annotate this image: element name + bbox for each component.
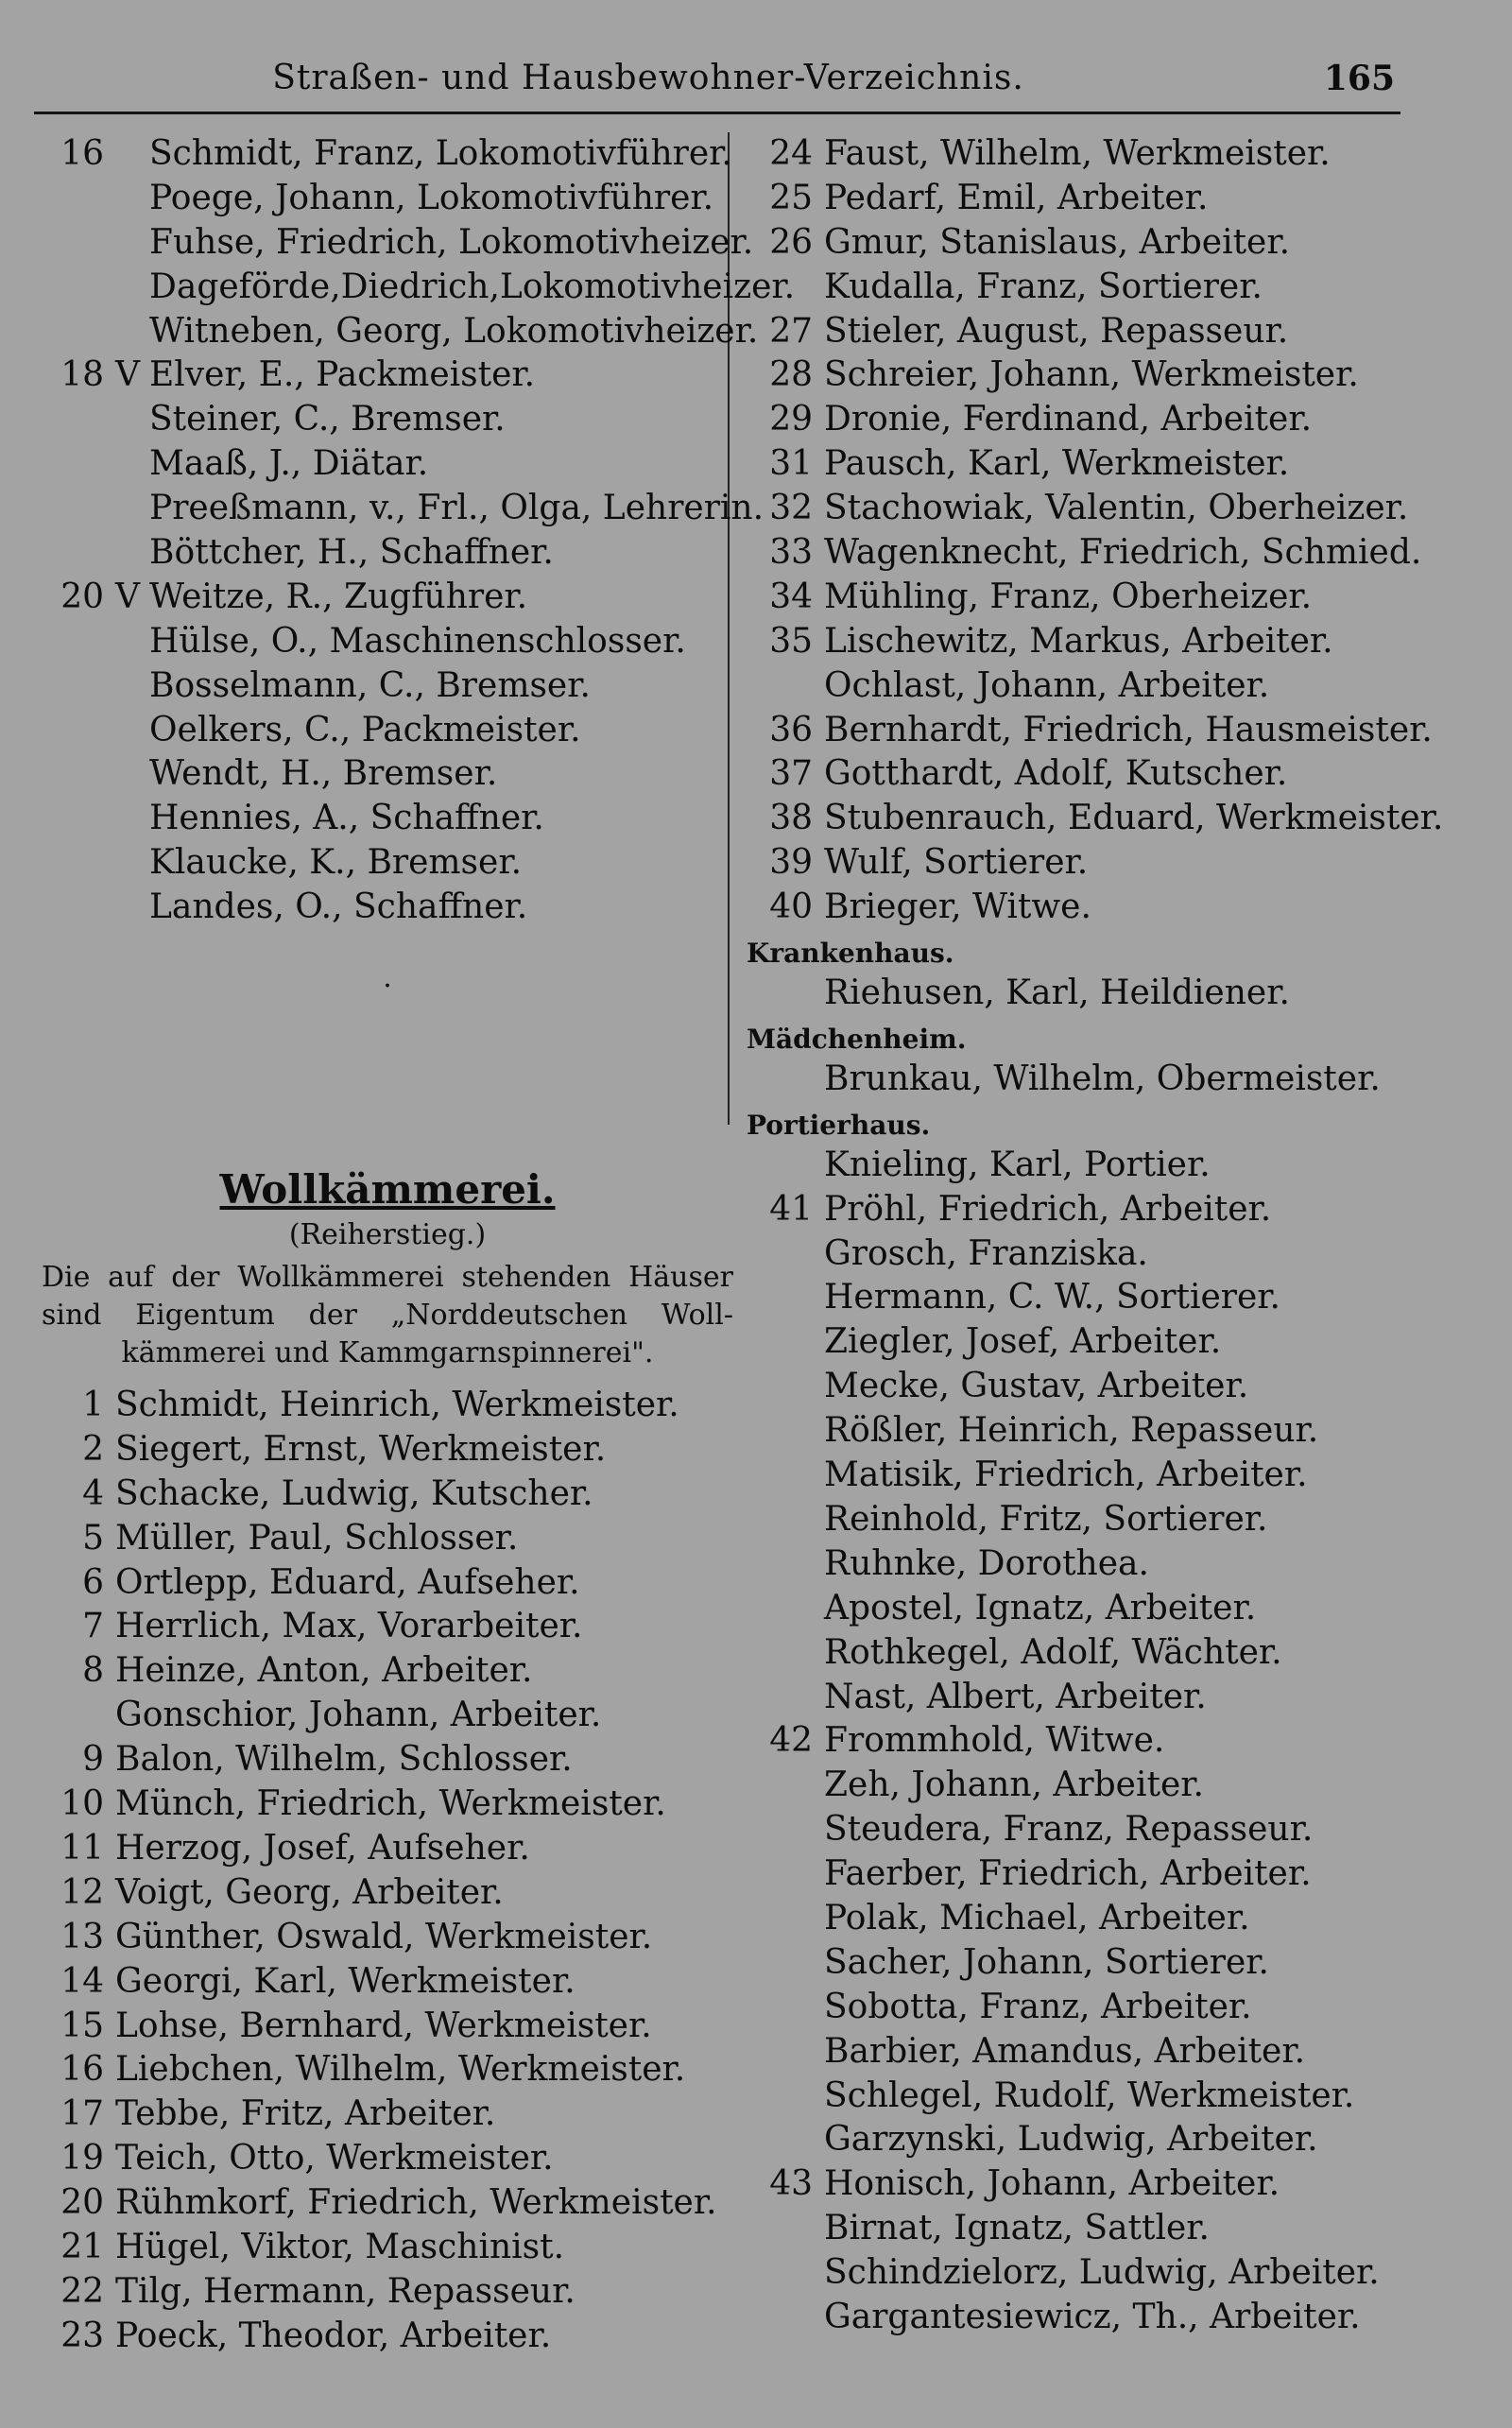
- resident-entry: Herrlich, Max, Vorarbeiter.: [115, 1607, 583, 1646]
- resident-entry: Weitze, R., Zugführer.: [149, 577, 528, 616]
- list-item: [38, 664, 737, 709]
- list-item: [38, 2048, 737, 2092]
- list-item: [747, 1631, 1484, 1676]
- resident-entry: Fuhse, Friedrich, Lokomotivheizer.: [149, 222, 754, 262]
- list-item: [747, 664, 1484, 709]
- resident-entry: Gmur, Stanislaus, Arbeiter.: [824, 222, 1291, 262]
- resident-entry: Mecke, Gustav, Arbeiter.: [824, 1367, 1249, 1406]
- resident-entry: Bernhardt, Friedrich, Hausmeister.: [824, 710, 1433, 749]
- list-item: [38, 1561, 737, 1606]
- house-number: 19: [60, 2139, 104, 2178]
- resident-entry: Günther, Oswald, Werkmeister.: [115, 1917, 653, 1956]
- list-item: [38, 886, 737, 930]
- house-number: 2: [82, 1429, 104, 1469]
- list-item: [747, 2075, 1484, 2119]
- resident-entry: Schreier, Johann, Werkmeister.: [824, 355, 1359, 395]
- resident-entry: Grosch, Franziska.: [824, 1233, 1148, 1273]
- list-item: [747, 1365, 1484, 1409]
- resident-entry: Frommhold, Witwe.: [824, 1721, 1165, 1761]
- right-column: [747, 132, 1484, 2340]
- resident-entry: Witneben, Georg, Lokomotivheizer.: [149, 311, 759, 351]
- right-entries-b: [747, 1188, 1484, 2340]
- resident-entry: Schmidt, Heinrich, Werkmeister.: [115, 1386, 679, 1425]
- house-number: 23: [60, 2316, 104, 2355]
- header-rule: [34, 112, 1400, 114]
- resident-entry: Polak, Michael, Arbeiter.: [824, 1898, 1250, 1937]
- house-number: 8: [82, 1651, 104, 1691]
- house-number: 37: [769, 754, 813, 794]
- resident-entry: Faust, Wilhelm, Werkmeister.: [824, 134, 1331, 173]
- list-item: [747, 709, 1484, 753]
- portierhaus-heading: Portierhaus.: [747, 1109, 931, 1141]
- list-item: [38, 1428, 737, 1472]
- resident-entry: Böttcher, H., Schaffner.: [149, 533, 554, 573]
- house-number: 18: [60, 355, 104, 395]
- house-number: 4: [82, 1473, 104, 1513]
- list-item: [747, 487, 1484, 531]
- resident-entry: Birnat, Ignatz, Sattler.: [824, 2209, 1210, 2248]
- list-item: [38, 1605, 737, 1649]
- list-item: [747, 1852, 1484, 1897]
- resident-entry: Sobotta, Franz, Arbeiter.: [824, 1987, 1252, 2026]
- left-section-entries: [38, 1384, 737, 2359]
- krankenhaus-entry: Riehusen, Karl, Heildiener.: [824, 973, 1290, 1013]
- list-item: [747, 752, 1484, 797]
- list-item: [747, 1454, 1484, 1498]
- resident-entry: Pausch, Karl, Werkmeister.: [824, 444, 1290, 484]
- list-item: [747, 1897, 1484, 1941]
- house-number: 6: [82, 1562, 104, 1602]
- house-number: 14: [60, 1961, 104, 2001]
- house-number: 1: [82, 1386, 104, 1425]
- resident-entry: Maaß, J., Diätar.: [149, 444, 429, 484]
- list-item: [38, 1649, 737, 1694]
- resident-entry: Gotthardt, Adolf, Kutscher.: [824, 754, 1288, 794]
- resident-entry: Gargantesiewicz, Th., Arbeiter.: [824, 2297, 1361, 2336]
- list-item: [747, 2118, 1484, 2162]
- resident-entry: Liebchen, Wilhelm, Werkmeister.: [115, 2050, 686, 2090]
- house-number: 25: [769, 178, 813, 217]
- house-number: 10: [60, 1784, 104, 1824]
- list-item: [38, 2005, 737, 2049]
- list-item: [747, 1986, 1484, 2030]
- list-item: [747, 1232, 1484, 1277]
- list-item: [747, 266, 1484, 310]
- v-marker: V: [115, 355, 140, 395]
- resident-entry: Oelkers, C., Packmeister.: [149, 710, 581, 749]
- house-number: 7: [82, 1607, 104, 1646]
- resident-entry: Ziegler, Josef, Arbeiter.: [824, 1322, 1222, 1362]
- resident-entry: Hülse, O., Maschinenschlosser.: [149, 621, 686, 661]
- page-header: [34, 59, 1395, 112]
- list-item: [747, 531, 1484, 576]
- house-number: 21: [60, 2227, 104, 2266]
- list-item: [38, 1916, 737, 1960]
- portierhaus-entry: Knieling, Karl, Portier.: [824, 1145, 1211, 1184]
- house-number: 17: [60, 2094, 104, 2134]
- resident-entry: Kudalla, Franz, Sortierer.: [824, 267, 1263, 306]
- house-number: 42: [769, 1721, 813, 1761]
- house-number: 36: [769, 710, 813, 749]
- list-item: [747, 398, 1484, 442]
- house-number: 39: [769, 843, 813, 883]
- list-item: [747, 2162, 1484, 2207]
- list-item: [747, 841, 1484, 886]
- list-item: [747, 132, 1484, 177]
- house-number: 32: [769, 489, 813, 528]
- krankenhaus-heading: Krankenhaus.: [747, 938, 954, 970]
- house-number: 22: [60, 2271, 104, 2311]
- resident-entry: Garzynski, Ludwig, Arbeiter.: [824, 2120, 1318, 2160]
- resident-entry: Tilg, Hermann, Repasseur.: [115, 2271, 576, 2311]
- resident-entry: Heinze, Anton, Arbeiter.: [115, 1651, 533, 1691]
- house-number: 35: [769, 621, 813, 661]
- list-item: [38, 1871, 737, 1916]
- resident-entry: Lohse, Bernhard, Werkmeister.: [115, 2006, 652, 2045]
- list-item: [38, 1960, 737, 2005]
- list-item: [38, 752, 737, 797]
- resident-entry: Brieger, Witwe.: [824, 887, 1091, 927]
- resident-entry: Barbier, Amandus, Arbeiter.: [824, 2031, 1306, 2071]
- list-item: [747, 1320, 1484, 1365]
- resident-entry: Münch, Friedrich, Werkmeister.: [115, 1784, 666, 1824]
- house-number: 20: [60, 2183, 104, 2223]
- section-subtitle: (Reiherstieg.): [288, 1218, 487, 1252]
- resident-entry: Nast, Albert, Arbeiter.: [824, 1677, 1207, 1716]
- resident-entry: Stubenrauch, Eduard, Werkmeister.: [824, 799, 1444, 838]
- section-note: Die auf der Wollkämmerei stehenden Häuser sind Eigentum der „Norddeutschen Woll- kämmerei und Kammgarnspinnerei".: [42, 1261, 733, 1370]
- resident-entry: Sacher, Johann, Sortierer.: [824, 1942, 1269, 1982]
- list-item: [38, 2137, 737, 2181]
- house-number: 34: [769, 577, 813, 616]
- house-number: 20: [60, 577, 104, 616]
- resident-entry: Wagenknecht, Friedrich, Schmied.: [824, 533, 1422, 573]
- list-item: [38, 620, 737, 664]
- v-marker: V: [115, 577, 140, 616]
- list-item: [38, 1472, 737, 1517]
- resident-entry: Ortlepp, Eduard, Aufseher.: [115, 1562, 580, 1602]
- resident-entry: Voigt, Georg, Arbeiter.: [115, 1872, 504, 1912]
- resident-entry: Hügel, Viktor, Maschinist.: [115, 2227, 565, 2266]
- resident-entry: Lischewitz, Markus, Arbeiter.: [824, 621, 1333, 661]
- house-number: 31: [769, 444, 813, 484]
- list-item: [38, 266, 796, 310]
- list-item: [747, 886, 1484, 930]
- list-item: [747, 1587, 1484, 1631]
- house-number: 40: [769, 887, 813, 927]
- resident-entry: Dronie, Ferdinand, Arbeiter.: [824, 400, 1313, 439]
- resident-entry: Dageförde,Diedrich,Lokomotivheizer.: [149, 267, 796, 306]
- resident-entry: Gonschior, Johann, Arbeiter.: [115, 1696, 602, 1735]
- list-item: [747, 1808, 1484, 1852]
- list-item: [38, 841, 737, 886]
- house-number: 9: [82, 1740, 104, 1780]
- right-entries-a: [747, 132, 1484, 930]
- list-item: [747, 1542, 1484, 1587]
- resident-entry: Landes, O., Schaffner.: [149, 887, 528, 927]
- resident-entry: Poege, Johann, Lokomotivführer.: [149, 178, 714, 217]
- resident-entry: Stieler, August, Repasseur.: [824, 311, 1289, 351]
- house-number: 38: [769, 799, 813, 838]
- house-number: 16: [60, 134, 104, 173]
- list-item: [38, 2092, 737, 2137]
- list-item: [38, 576, 737, 620]
- resident-entry: Faerber, Friedrich, Arbeiter.: [824, 1854, 1312, 1894]
- resident-entry: Teich, Otto, Werkmeister.: [115, 2139, 554, 2178]
- resident-entry: Georgi, Karl, Werkmeister.: [115, 1961, 576, 2001]
- list-item: [38, 1694, 737, 1738]
- resident-entry: Steudera, Franz, Repasseur.: [824, 1810, 1314, 1850]
- list-item: [747, 1676, 1484, 1720]
- list-item: [38, 487, 765, 531]
- house-number: 29: [769, 400, 813, 439]
- resident-entry: Siegert, Ernst, Werkmeister.: [115, 1429, 607, 1469]
- house-number: 41: [769, 1189, 813, 1229]
- list-item: [747, 2296, 1484, 2340]
- resident-entry: Schmidt, Franz, Lokomotivführer.: [149, 134, 732, 173]
- resident-entry: Reinhold, Fritz, Sortierer.: [824, 1499, 1268, 1539]
- page-title: Straßen- und Hausbewohner-Verzeichnis.: [272, 59, 1024, 97]
- list-item: [38, 531, 737, 576]
- list-item: [747, 2030, 1484, 2075]
- resident-entry: Müller, Paul, Schlosser.: [115, 1518, 519, 1558]
- resident-entry: Tebbe, Fritz, Arbeiter.: [115, 2094, 496, 2134]
- list-item: [38, 310, 759, 354]
- list-item: [38, 1738, 737, 1782]
- resident-entry: Matisik, Friedrich, Arbeiter.: [824, 1455, 1308, 1495]
- resident-entry: Herzog, Josef, Aufseher.: [115, 1828, 530, 1868]
- list-item: [38, 2270, 737, 2315]
- list-item: [38, 442, 737, 487]
- separator-dot: ·: [383, 970, 392, 1004]
- resident-entry: Balon, Wilhelm, Schlosser.: [115, 1740, 573, 1780]
- resident-entry: Mühling, Franz, Oberheizer.: [824, 577, 1313, 616]
- house-number: 43: [769, 2164, 813, 2204]
- list-item: [747, 797, 1484, 841]
- list-item: [747, 1719, 1484, 1764]
- list-item: [38, 2315, 737, 2359]
- house-number: 16: [60, 2050, 104, 2090]
- resident-entry: Schacke, Ludwig, Kutscher.: [115, 1473, 593, 1513]
- maedchenheim-heading: Mädchenheim.: [747, 1023, 967, 1055]
- resident-entry: Klaucke, K., Bremser.: [149, 843, 523, 883]
- house-number: 33: [769, 533, 813, 573]
- resident-entry: Ruhnke, Dorothea.: [824, 1543, 1149, 1583]
- resident-entry: Rößler, Heinrich, Repasseur.: [824, 1411, 1319, 1451]
- house-number: 26: [769, 222, 813, 262]
- section-title: Wollkämmerei.: [219, 1166, 556, 1214]
- maedchenheim-entry: Brunkau, Wilhelm, Obermeister.: [824, 1059, 1381, 1098]
- resident-entry: Elver, E., Packmeister.: [149, 355, 536, 395]
- list-item: [747, 1276, 1484, 1320]
- list-item: [38, 1782, 737, 1827]
- house-number: 15: [60, 2006, 104, 2045]
- page-number: 165: [1323, 59, 1395, 98]
- resident-entry: Hennies, A., Schaffner.: [149, 799, 544, 838]
- list-item: [747, 1764, 1484, 1808]
- list-item: [747, 310, 1484, 354]
- list-item: [747, 1409, 1484, 1454]
- list-item: [38, 709, 737, 753]
- resident-entry: Pedarf, Emil, Arbeiter.: [824, 178, 1209, 217]
- house-number: 11: [60, 1828, 104, 1868]
- list-item: [38, 2226, 737, 2270]
- house-number: 13: [60, 1917, 104, 1956]
- list-item: [38, 132, 737, 177]
- list-item: [747, 620, 1484, 664]
- list-item: [747, 1941, 1484, 1986]
- list-item: [747, 2207, 1484, 2251]
- house-number: 28: [769, 355, 813, 395]
- list-item: [747, 177, 1484, 221]
- resident-entry: Poeck, Theodor, Arbeiter.: [115, 2316, 552, 2355]
- list-item: [38, 1384, 737, 1428]
- resident-entry: Schindzielorz, Ludwig, Arbeiter.: [824, 2253, 1380, 2293]
- resident-entry: Apostel, Ignatz, Arbeiter.: [824, 1588, 1257, 1627]
- resident-entry: Schlegel, Rudolf, Werkmeister.: [824, 2075, 1355, 2115]
- list-item: [38, 398, 737, 442]
- list-item: [38, 177, 737, 221]
- house-number: 5: [82, 1518, 104, 1558]
- house-number: 12: [60, 1872, 104, 1912]
- list-item: [747, 442, 1484, 487]
- resident-entry: Ochlast, Johann, Arbeiter.: [824, 665, 1270, 705]
- list-item: [38, 221, 754, 266]
- list-item: [747, 353, 1484, 398]
- resident-entry: Wulf, Sortierer.: [824, 843, 1089, 883]
- list-item: [747, 576, 1484, 620]
- resident-entry: Stachowiak, Valentin, Oberheizer.: [824, 489, 1409, 528]
- resident-entry: Steiner, C., Bremser.: [149, 400, 506, 439]
- list-item: [747, 2251, 1484, 2296]
- list-item: [38, 353, 737, 398]
- resident-entry: Honisch, Johann, Arbeiter.: [824, 2164, 1280, 2204]
- house-number: 24: [769, 134, 813, 173]
- resident-entry: Bosselmann, C., Bremser.: [149, 665, 591, 705]
- resident-entry: Rothkegel, Adolf, Wächter.: [824, 1632, 1282, 1672]
- resident-entry: Hermann, C. W., Sortierer.: [824, 1278, 1280, 1317]
- resident-entry: Pröhl, Friedrich, Arbeiter.: [824, 1189, 1272, 1229]
- house-number: 27: [769, 311, 813, 351]
- resident-entry: Wendt, H., Bremser.: [149, 754, 498, 794]
- resident-entry: Preeßmann, v., Frl., Olga, Lehrerin.: [149, 489, 765, 528]
- resident-entry: Rühmkorf, Friedrich, Werkmeister.: [115, 2183, 717, 2223]
- list-item: [38, 1517, 737, 1561]
- list-item: [38, 2181, 737, 2226]
- list-item: [747, 1188, 1484, 1232]
- list-item: [38, 1827, 737, 1871]
- list-item: [747, 221, 1484, 266]
- list-item: [38, 797, 737, 841]
- resident-entry: Zeh, Johann, Arbeiter.: [824, 1765, 1204, 1805]
- list-item: [747, 1498, 1484, 1542]
